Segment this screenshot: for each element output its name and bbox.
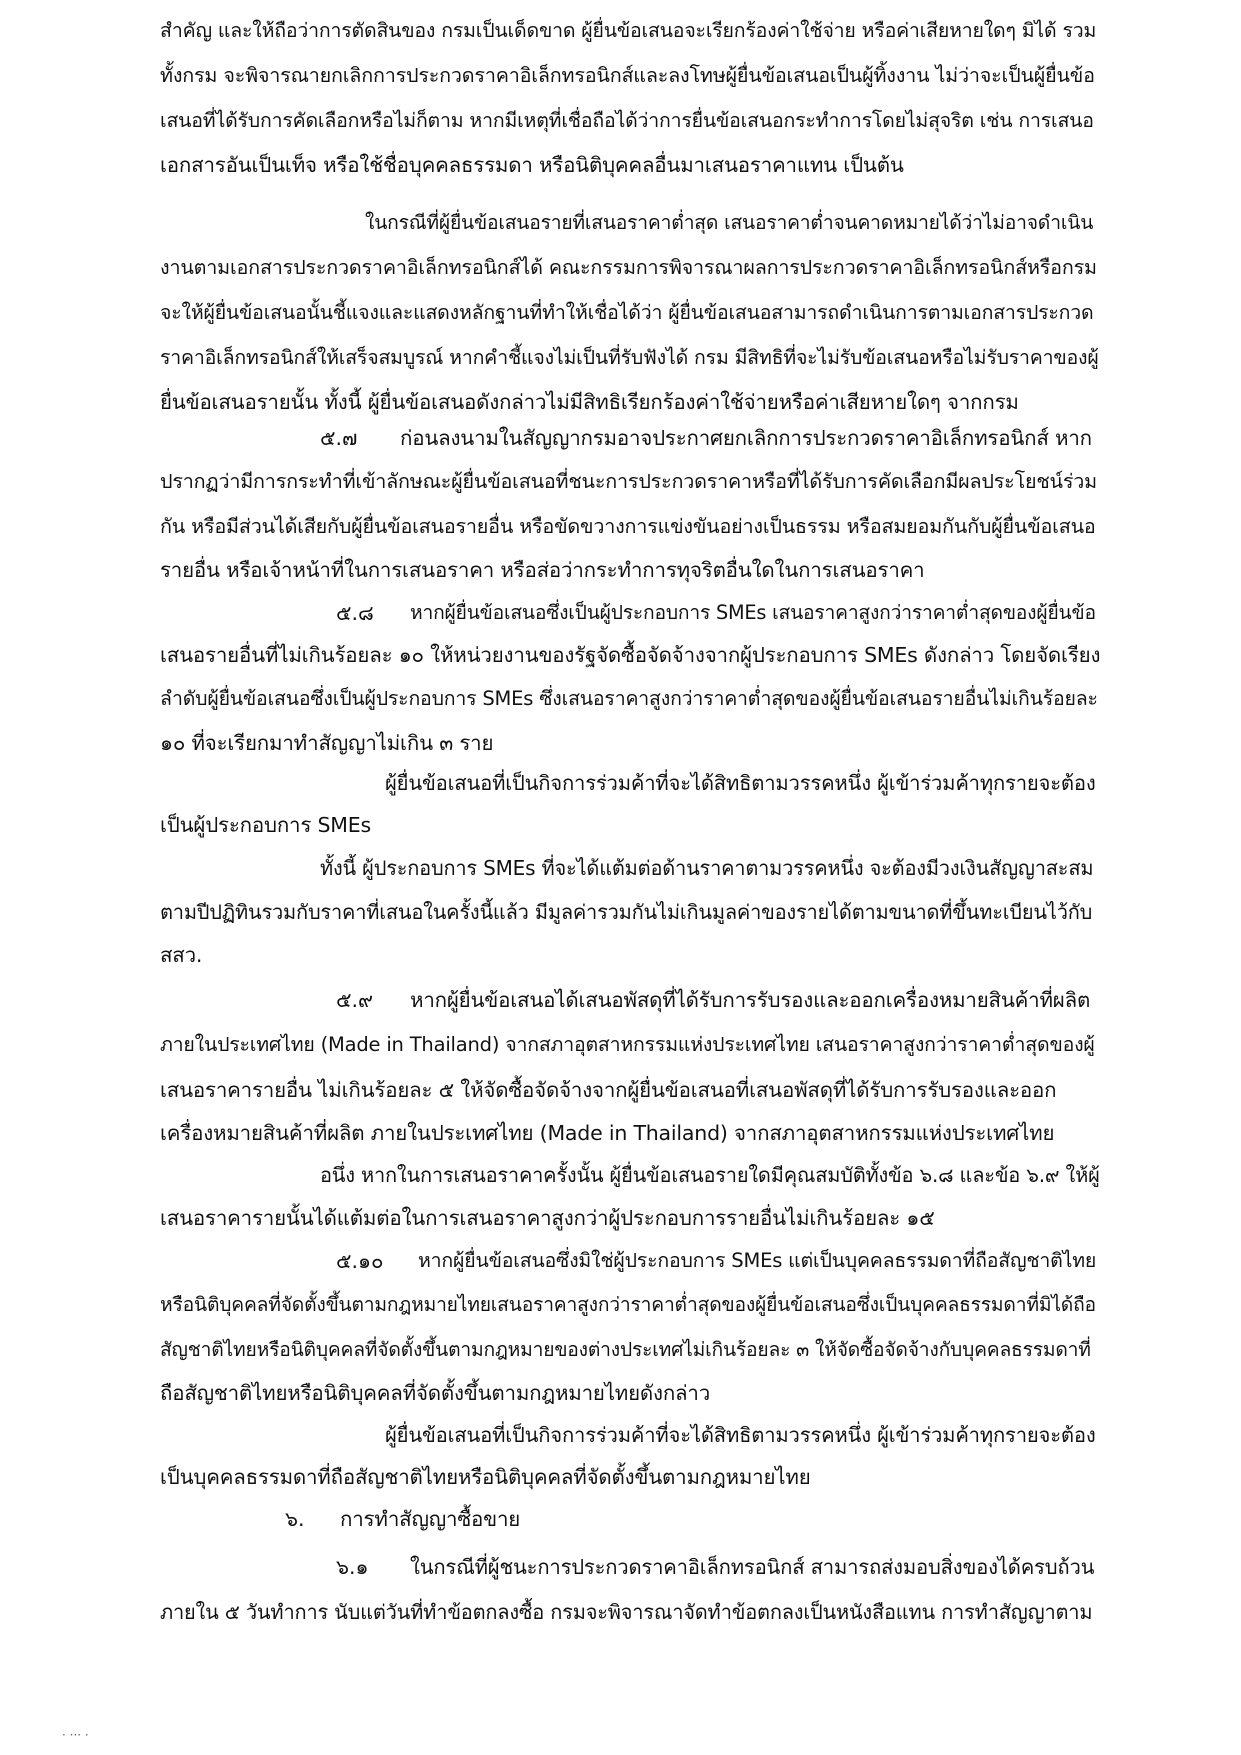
paragraph-1-line-2: ทั้งกรม จะพิจารณายกเลิกการประกวดราคาอิเล็กทรอนิกส์และลงโทษผู้ยื่นข้อเสนอเป็นผู้ทิ้งงาน ไม่ว่าจะเป็นผู้ยื่นข้อ: [160, 64, 1095, 87]
sme-limit-line-2: ตามปีปฏิทินรวมกับราคาที่เสนอในครั้งนี้แล้ว มีมูลค่ารวมกันไม่เกินมูลค่าของรายได้ตามขนาดที่ขึ้นทะเบียนไว้กับ: [160, 900, 1093, 924]
paragraph-1-line-1: สำคัญ และให้ถือว่าการตัดสินของ กรมเป็นเด็ดขาด ผู้ยื่นข้อเสนอจะเรียกร้องค่าใช้จ่าย หรือค่าเสียหายใดๆ มิได้ รวม: [160, 19, 1097, 42]
clause-5-10-line-2: หรือนิติบุคคลที่จัดตั้งขึ้นตามกฎหมายไทยเสนอราคาสูงกว่าราคาต่ำสุดของผู้ยื่นข้อเสนอซึ่งเป็นบุคคลธรรมดาที่มิได้ถือ: [160, 1293, 1096, 1316]
clause-number-5-7: ๕.๗: [320, 426, 358, 450]
clause-5-9-line-1: หากผู้ยื่นข้อเสนอได้เสนอพัสดุที่ได้รับการรับรองและออกเครื่องหมายสินค้าที่ผลิต: [410, 988, 1091, 1012]
clause-number-5-9: ๕.๙: [336, 988, 374, 1012]
paragraph-2-line-1: ในกรณีที่ผู้ยื่นข้อเสนอรายที่เสนอราคาต่ำสุด เสนอราคาต่ำจนคาดหมายได้ว่าไม่อาจดำเนิน: [365, 211, 1094, 234]
paragraph-2-line-4: ราคาอิเล็กทรอนิกส์ให้เสร็จสมบูรณ์ หากคำชี้แจงไม่เป็นที่รับฟังได้ กรม มีสิทธิที่จะไม่รับข้อเสนอหรือไม่รับราคาของผู้: [160, 346, 1099, 369]
clause-5-10-line-3: สัญชาติไทยหรือนิติบุคคลที่จัดตั้งขึ้นตามกฎหมายของต่างประเทศไม่เกินร้อยละ ๓ ให้จัดซื้อจัดจ้างกับบุคคลธรรมดาที่: [160, 1338, 1091, 1361]
clause-5-8-line-3: ลำดับผู้ยื่นข้อเสนอซึ่งเป็นผู้ประกอบการ SMEs ซึ่งเสนอราคาสูงกว่าราคาต่ำสุดของผู้ยื่นข้อเสนอรายอื่นไม่เกินร้อยละ: [160, 687, 1098, 710]
clause-5-8-line-4: ๑๐ ที่จะเรียกมาทำสัญญาไม่เกิน ๓ ราย: [160, 731, 494, 755]
clause-5-7-line-4: รายอื่น หรือเจ้าหน้าที่ในการเสนอราคา หรือส่อว่ากระทำการทุจริตอื่นใดในการเสนอราคา: [160, 558, 925, 582]
clause-5-9-line-3: เสนอราคารายอื่น ไม่เกินร้อยละ ๕ ให้จัดซื้อจัดจ้างจากผู้ยื่นข้อเสนอที่เสนอพัสดุที่ได้รับการรับรองและออก: [160, 1078, 1057, 1102]
clause-5-7-line-1: ก่อนลงนามในสัญญากรมอาจประกาศยกเลิกการประกวดราคาอิเล็กทรอนิกส์ หาก: [400, 426, 1092, 450]
clause-number-5-10: ๕.๑๐: [336, 1249, 384, 1273]
clause-number-6-1: ๖.๑: [336, 1555, 369, 1579]
clause-6-1-line-1: ในกรณีที่ผู้ชนะการประกวดราคาอิเล็กทรอนิกส์ สามารถส่งมอบสิ่งของได้ครบถ้วน: [410, 1555, 1095, 1579]
sme-limit-line-3: สสว.: [160, 943, 203, 967]
clause-5-8-line-2: เสนอรายอื่นที่ไม่เกินร้อยละ ๑๐ ให้หน่วยงานของรัฐจัดซื้อจัดจ้างจากผู้ประกอบการ SMEs ดังกล่าว โดยจัดเรียง: [160, 643, 1101, 667]
joint-venture-sme-line-1: ผู้ยื่นข้อเสนอที่เป็นกิจการร่วมค้าที่จะได้สิทธิตามวรรคหนึ่ง ผู้เข้าร่วมค้าทุกรายจะต้อง: [385, 771, 1096, 795]
section-6-heading: การทำสัญญาซื้อขาย: [340, 1507, 521, 1531]
clause-5-8-line-1: หากผู้ยื่นข้อเสนอซึ่งเป็นผู้ประกอบการ SMEs เสนอราคาสูงกว่าราคาต่ำสุดของผู้ยื่นข้อ: [410, 601, 1096, 624]
paragraph-2-line-3: จะให้ผู้ยื่นข้อเสนอนั้นชี้แจงและแสดงหลักฐานที่ทำให้เชื่อได้ว่า ผู้ยื่นข้อเสนอสามารถดำเนินการตามเอกสารประกวด: [160, 301, 1094, 324]
clause-5-7-line-2: ปรากฏว่ามีการกระทำที่เข้าลักษณะผู้ยื่นข้อเสนอที่ชนะการประกวดราคาหรือที่ได้รับการคัดเลือกมีผลประโยชน์ร่วม: [160, 470, 1097, 493]
joint-venture-sme-line-2: เป็นผู้ประกอบการ SMEs: [160, 813, 371, 837]
joint-venture-thai-line-1: ผู้ยื่นข้อเสนอที่เป็นกิจการร่วมค้าที่จะได้สิทธิตามวรรคหนึ่ง ผู้เข้าร่วมค้าทุกรายจะต้อง: [385, 1423, 1096, 1447]
clause-5-10-line-1: หากผู้ยื่นข้อเสนอซึ่งมิใช่ผู้ประกอบการ SMEs แต่เป็นบุคคลธรรมดาที่ถือสัญชาติไทย: [418, 1249, 1097, 1272]
also-line-1: อนึ่ง หากในการเสนอราคาครั้งนั้น ผู้ยื่นข้อเสนอรายใดมีคุณสมบัติทั้งข้อ ๖.๘ และข้อ ๖.๙ ให้ผู้: [320, 1163, 1100, 1187]
paragraph-1-line-3: เสนอที่ได้รับการคัดเลือกหรือไม่ก็ตาม หากมีเหตุที่เชื่อถือได้ว่าการยื่นข้อเสนอกระทำการโดยไม่สุจริต เช่น การเสนอ: [160, 109, 1094, 132]
clause-5-10-line-4: ถือสัญชาติไทยหรือนิติบุคคลที่จัดตั้งขึ้นตามกฎหมายไทยดังกล่าว: [160, 1381, 711, 1405]
sme-limit-line-1: ทั้งนี้ ผู้ประกอบการ SMEs ที่จะได้แต้มต่อด้านราคาตามวรรคหนึ่ง จะต้องมีวงเงินสัญญาสะสม: [320, 856, 1094, 880]
footer-mark: · ··· ·: [62, 1728, 89, 1742]
clause-5-9-line-2: ภายในประเทศไทย (Made in Thailand) จากสภาอุตสาหกรรมแห่งประเทศไทย เสนอราคาสูงกว่าราคาต่ำสุดของผู้: [160, 1033, 1095, 1056]
clause-5-9-line-4: เครื่องหมายสินค้าที่ผลิต ภายในประเทศไทย (Made in Thailand) จากสภาอุตสาหกรรมแห่งประเทศไทย: [160, 1121, 1055, 1145]
paragraph-1-line-4: เอกสารอันเป็นเท็จ หรือใช้ชื่อบุคคลธรรมดา หรือนิติบุคคลอื่นมาเสนอราคาแทน เป็นต้น: [160, 153, 904, 177]
joint-venture-thai-line-2: เป็นบุคคลธรรมดาที่ถือสัญชาติไทยหรือนิติบุคคลที่จัดตั้งขึ้นตามกฎหมายไทย: [160, 1465, 811, 1489]
clause-number-5-8: ๕.๘: [336, 601, 374, 625]
section-number-6: ๖.: [285, 1507, 305, 1531]
clause-6-1-line-2: ภายใน ๕ วันทำการ นับแต่วันที่ทำข้อตกลงซื้อ กรมจะพิจารณาจัดทำข้อตกลงเป็นหนังสือแทน การทำสัญญาตาม: [160, 1600, 1093, 1624]
paragraph-2-line-2: งานตามเอกสารประกวดราคาอิเล็กทรอนิกส์ได้ คณะกรรมการพิจารณาผลการประกวดราคาอิเล็กทรอนิกส์หรือกรม: [160, 256, 1097, 279]
paragraph-2-line-5: ยื่นข้อเสนอรายนั้น ทั้งนี้ ผู้ยื่นข้อเสนอดังกล่าวไม่มีสิทธิเรียกร้องค่าใช้จ่ายหรือค่าเสียหายใดๆ จากกรม: [160, 390, 1019, 414]
also-line-2: เสนอราคารายนั้นได้แต้มต่อในการเสนอราคาสูงกว่าผู้ประกอบการรายอื่นไม่เกินร้อยละ ๑๕: [160, 1206, 935, 1230]
clause-5-7-line-3: กัน หรือมีส่วนได้เสียกับผู้ยื่นข้อเสนอรายอื่น หรือขัดขวางการแข่งขันอย่างเป็นธรรม หรือสมยอมกันกับผู้ยื่นข้อเสนอ: [160, 515, 1096, 538]
